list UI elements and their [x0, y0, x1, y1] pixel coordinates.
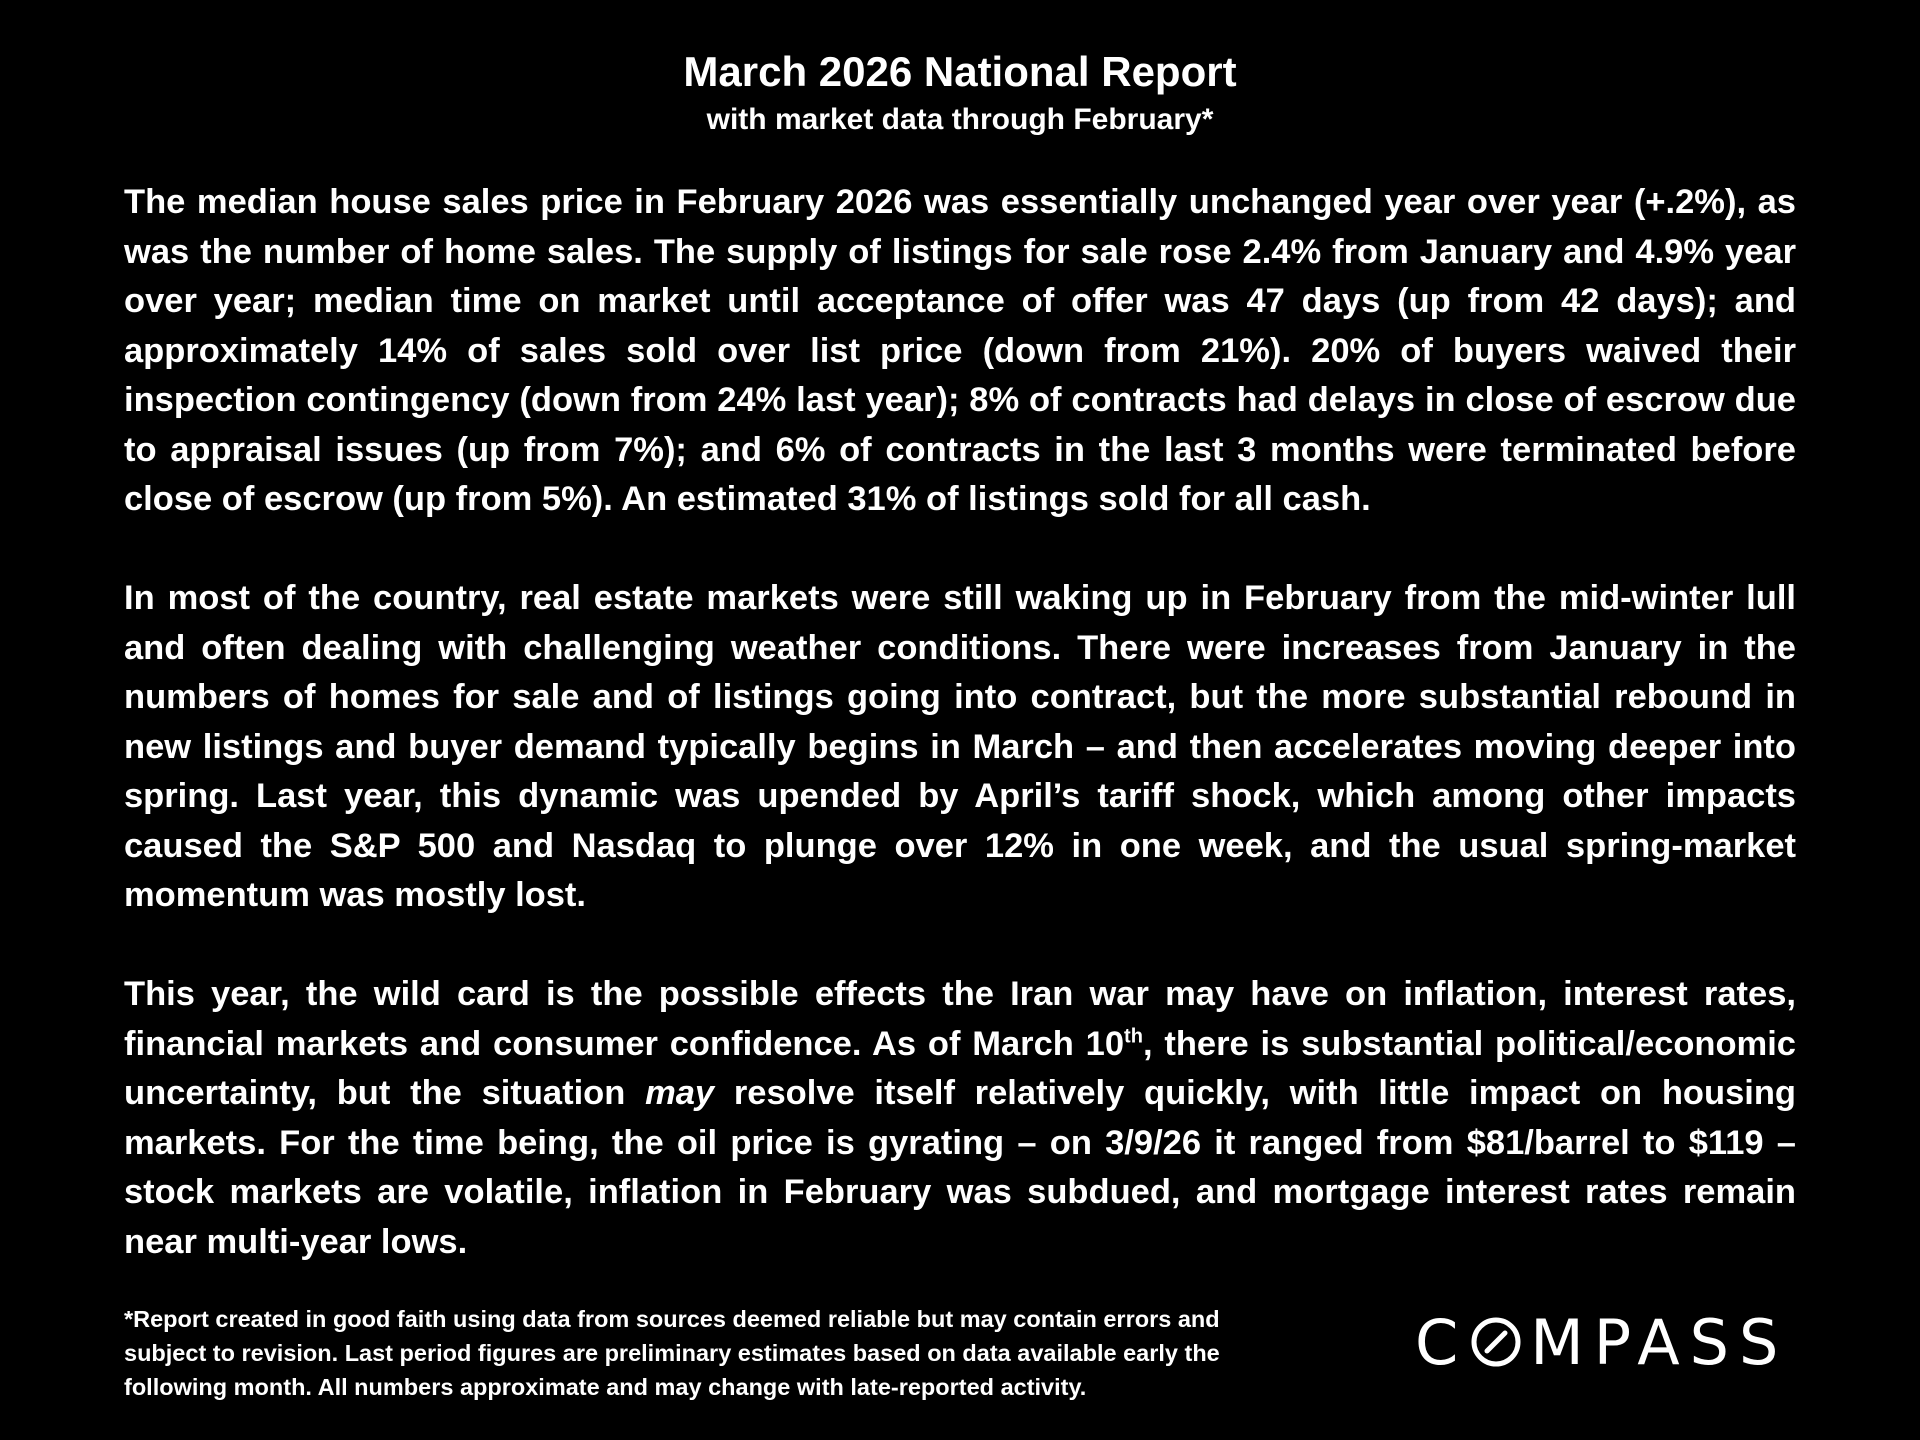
outlook-text-3: resolve itself relatively quickly, with little impact on housing markets. For the time being, the oil price is gyrating – on 3/9/26 it ranged from $81/barrel to $119 – stock markets are volatile, inflation in February was subdued, and mortgage interest rates remain near multi-year lows.: [124, 1074, 1796, 1261]
logo-letters: MPASS: [1530, 1305, 1789, 1379]
emphasis-word: may: [645, 1074, 715, 1112]
page-subtitle: with market data through February*: [706, 103, 1214, 136]
page-title: March 2026 National Report: [683, 48, 1237, 95]
compass-logo: [1415, 1305, 1789, 1379]
compass-o-icon: [1470, 1316, 1522, 1368]
footnote-line: following month. All numbers approximate and may change with late-reported activity.: [124, 1374, 1087, 1400]
footnote-line: subject to revision. Last period figures are preliminary estimates based on data available early the: [124, 1340, 1220, 1366]
paragraph-seasonal-dynamics: In most of the country, real estate markets were still waking up in February from the mid-winter lull and often dealing with challenging weather conditions. There were increases from January in the numbers of homes for sale and of listings going into contract, but the more substantial rebound in new listings and buyer demand typically begins in March – and then accelerates moving deeper into spring. Last year, this dynamic was upended by April’s tariff shock, which among other impacts caused the S&P 500 and Nasdaq to plunge over 12% in one week, and the usual spring-market momentum was mostly lost.: [124, 579, 1796, 914]
ordinal-suffix: th: [1124, 1025, 1143, 1047]
footnote-line: *Report created in good faith using data from sources deemed reliable but may contain errors and: [124, 1306, 1220, 1332]
paragraph-market-stats: The median house sales price in February 2026 was essentially unchanged year over year (+.2%), as was the number of home sales. The supply of listings for sale rose 2.4% from January and 4.9% year over year; median time on market until acceptance of offer was 47 days (up from 42 days); and approximately 14% of sales sold over list price (down from 21%). 20% of buyers waived their inspection contingency (down from 24% last year); 8% of contracts had delays in close of escrow due to appraisal issues (up from 7%); and 6% of contracts in the last 3 months were terminated before close of escrow (up from 5%). An estimated 31% of listings sold for all cash.: [124, 183, 1796, 518]
report-header: [0, 46, 1920, 140]
disclaimer-footnote: [124, 1302, 1354, 1404]
paragraph-outlook: [124, 970, 1796, 1267]
outlook-text-1: This year, the wild card is the possible effects the Iran war may have on inflation, interest rates, financial markets and consumer confidence. As of March 10: [124, 975, 1796, 1063]
outlook-text-2: , there is substantial political/economic uncertainty, but the situation: [124, 1024, 1796, 1112]
logo-letter-c: C: [1415, 1305, 1469, 1379]
report-body: [124, 178, 1796, 1317]
